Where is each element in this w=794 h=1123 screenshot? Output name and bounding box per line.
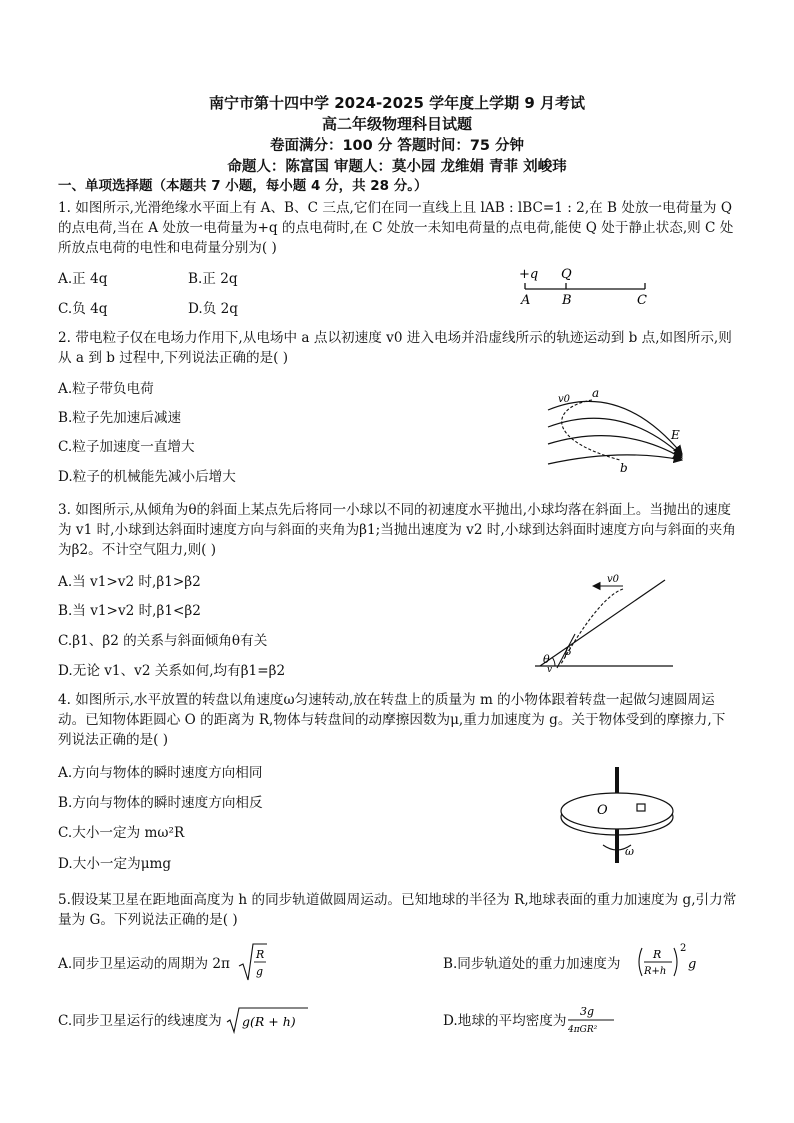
q2-label-e: E (671, 428, 680, 442)
q3-option-b: B.当 v1>v2 时,β1<β2 (58, 603, 201, 619)
q5-b-paren-left (639, 948, 642, 976)
q5-option-b (443, 955, 620, 973)
q1-label-q: Q (561, 267, 572, 282)
q4-block (637, 804, 645, 811)
q2-stem: 2. 带电粒子仅在电场力作用下,从电场中 a 点以初速度 v0 进入电场并沿虚线所示的轨迹运动到 b 点,如图所示,则从 a 到 b 过程中,下列说法正确的是( ) (58, 330, 732, 366)
q5-option-d-formula (564, 1000, 624, 1040)
q1-option-d: D.负 2q (188, 301, 239, 317)
q5-d-den: 4πGR² (568, 1025, 598, 1035)
q4-option-d: D.大小一定为μmg (58, 856, 172, 872)
q5-b-paren-right (674, 948, 677, 976)
q1-label-b: B (562, 293, 572, 308)
q2-option-d: D.粒子的机械能先减小后增大 (58, 469, 236, 485)
q5-option-d-text: D.地球的平均密度为 (443, 1013, 567, 1029)
q2-trajectory (562, 400, 620, 460)
q4-option-b: B.方向与物体的瞬时速度方向相反 (58, 795, 263, 811)
q1-option-a: A.正 4q (58, 271, 108, 287)
exam-subtitle: 高二年级物理科目试题 (321, 115, 472, 133)
q5-option-c-text: C.同步卫星运行的线速度为 (58, 1013, 222, 1029)
q2-option-c: C.粒子加速度一直增大 (58, 439, 195, 455)
exam-authors: 命题人：陈富国 审题人：莫小园 龙维娟 青菲 刘峻玮 (227, 159, 567, 175)
q2-label-v0: v0 (558, 394, 571, 405)
q5-option-c (58, 1012, 222, 1030)
exam-title: 南宁市第十四中学 2024-2025 学年度上学期 9 月考试 (208, 94, 586, 112)
q3-option-a: A.当 v1>v2 时,β1>β2 (58, 574, 201, 590)
q1-label-c: C (637, 293, 647, 308)
q2-option-b: B.粒子先加速后减速 (58, 410, 182, 426)
q1-label-plus-q: +q (519, 267, 539, 282)
q5-b-tail: g (688, 957, 697, 972)
q2-field-line-2 (548, 418, 682, 456)
q1-stem: 1. 如图所示,光滑绝缘水平面上有 A、B、C 三点,它们在同一直线上且 lAB : lBC=1 : 2,在 B 处放一电荷量为 Q 的点电荷,当在 A 处放一电荷量为+q 的点电荷时,在 C 处放一未知电荷量的点电荷,能使 Q 处于静止状态,则 C 处所放点电荷的电性和电荷量分别为( ) (58, 200, 734, 256)
q3-incline (540, 580, 665, 666)
q5-option-a (58, 955, 230, 973)
q2-field-line-4 (548, 455, 682, 464)
q2-label-b: b (620, 461, 628, 475)
q5-option-d (443, 1012, 567, 1030)
q3-label-theta: θ (543, 653, 550, 666)
q4-label-o: O (597, 803, 608, 818)
q5-option-a-text: A.同步卫星运动的周期为 2π (58, 956, 230, 972)
q4-turntable-figure (555, 765, 685, 865)
q4-option-a: A.方向与物体的瞬时速度方向相同 (58, 765, 263, 781)
q1-option-c: C.负 4q (58, 301, 108, 317)
q5-d-num: 3g (580, 1005, 595, 1018)
q5-stem: 5.假设某卫星在距地面高度为 h 的同步轨道做圆周运动。已知地球的半径为 R,地球表面的重力加速度为 g,引力常量为 G。下列说法正确的是( ) (58, 892, 737, 928)
q3-label-v: v (547, 665, 553, 672)
q5-option-c-formula (226, 1006, 310, 1034)
q3-label-v0: v0 (607, 574, 620, 585)
q2-label-a: a (592, 386, 600, 400)
q3-theta-arc (552, 657, 555, 666)
q2-field-figure (540, 382, 690, 482)
q3-label-beta: β (565, 645, 572, 658)
q5-b-exp: 2 (680, 943, 687, 954)
q3-incline-figure (535, 572, 675, 672)
q4-option-c: C.大小一定为 mω²R (58, 825, 185, 841)
section-heading: 一、单项选择题（本题共 7 小题，每小题 4 分，共 28 分。） (58, 178, 428, 194)
q3-option-c: C.β1、β2 的关系与斜面倾角θ有关 (58, 633, 268, 649)
q5-a-den: g (256, 965, 264, 978)
q1-label-a: A (521, 293, 531, 308)
q1-line-figure (515, 262, 665, 308)
q4-stem: 4. 如图所示,水平放置的转盘以角速度ω匀速转动,放在转盘上的质量为 m 的小物体跟着转盘一起做匀速圆周运动。已知物体距圆心 O 的距离为 R,物体与转盘间的动摩擦因数为μ,重力加速度为 g。关于物体受到的摩擦力,下列说法正确的是( ) (58, 692, 726, 748)
q5-c-radicand: g(R + h) (242, 1014, 296, 1029)
q5-option-b-text: B.同步轨道处的重力加速度为 (443, 956, 621, 972)
q1-option-b: B.正 2q (188, 271, 238, 287)
q5-b-den: R+h (644, 966, 667, 977)
q5-b-num: R (653, 948, 662, 961)
q5-a-num: R (256, 948, 265, 961)
q5-option-b-formula (636, 940, 702, 982)
q4-disk-top (561, 793, 673, 829)
q3-option-d: D.无论 v1、v2 关系如何,均有β1=β2 (58, 663, 286, 679)
q5-option-a-formula (238, 942, 268, 984)
q3-stem: 3. 如图所示,从倾角为θ的斜面上某点先后将同一小球以不同的初速度水平抛出,小球均落在斜面上。当抛出的速度为 v1 时,小球到达斜面时速度方向与斜面的夹角为β1;当抛出速度为 v2 时,小球到达斜面时速度方向与斜面的夹角为β2。不计空气阻力,则( ) (58, 502, 736, 558)
exam-meta: 卷面满分：100 分 答题时间：75 分钟 (269, 138, 525, 154)
q2-option-a: A.粒子带负电荷 (58, 381, 154, 397)
q4-label-omega: ω (625, 845, 634, 858)
